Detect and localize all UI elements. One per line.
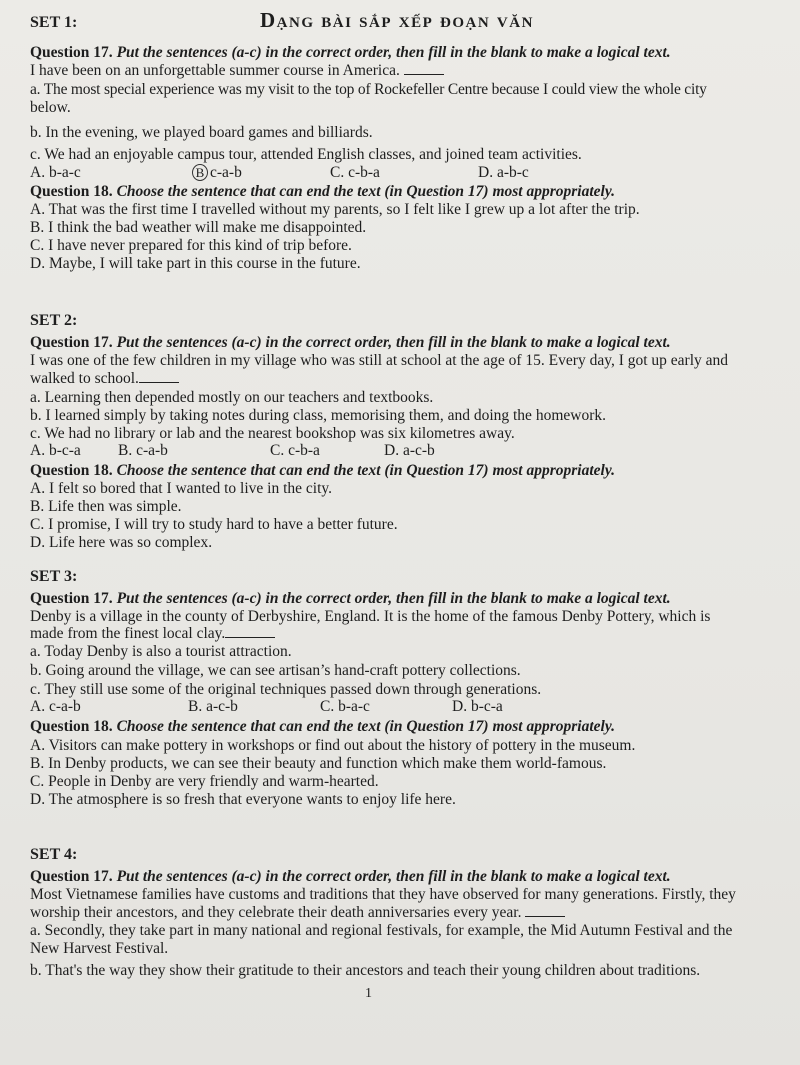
question-instruction: Put the sentences (a-c) in the correct order, then fill in the blank to make a logical text.: [116, 590, 671, 607]
question-number: Question 18.: [30, 462, 113, 479]
question-instruction: Choose the sentence that can end the text (in Question 17) most appropriately.: [116, 462, 616, 479]
set-4-label: SET 4:: [30, 846, 78, 863]
question-instruction: Put the sentences (a-c) in the correct order, then fill in the blank to make a logical text.: [116, 334, 671, 351]
set-2-question-18: [30, 462, 775, 479]
set-3-q18-option-d: D. The atmosphere is so fresh that everyone wants to enjoy life here.: [30, 791, 456, 808]
set-4-intro-line-1: Most Vietnamese families have customs and traditions that they have observed for many generations. Firstly, they: [30, 886, 736, 903]
set-3-option-d: D. b-c-a: [452, 698, 503, 715]
answer-blank: [139, 370, 179, 383]
question-number: Question 18.: [30, 183, 113, 200]
question-number: Question 17.: [30, 868, 113, 885]
set-1-sentence-b: b. In the evening, we played board games and billiards.: [30, 124, 373, 141]
set-1-sentence-a-line-2: below.: [30, 99, 71, 116]
question-number: Question 17.: [30, 334, 113, 351]
set-3-sentence-a: a. Today Denby is also a tourist attraction.: [30, 643, 292, 660]
question-instruction: Choose the sentence that can end the text (in Question 17) most appropriately.: [116, 183, 616, 200]
set-4-sentence-a-line-2: New Harvest Festival.: [30, 940, 169, 957]
question-instruction: Put the sentences (a-c) in the correct order, then fill in the blank to make a logical text.: [116, 44, 671, 61]
set-2-intro-line-2: [30, 370, 775, 387]
set-2-sentence-b: b. I learned simply by taking notes during class, memorising them, and doing the homework.: [30, 407, 606, 424]
set-2-q18-option-d: D. Life here was so complex.: [30, 534, 213, 551]
intro-text: made from the finest local clay.: [30, 625, 226, 642]
set-2-label: SET 2:: [30, 312, 78, 329]
set-1-q18-option-b: B. I think the bad weather will make me disappointed.: [30, 219, 367, 236]
answer-blank: [525, 904, 565, 917]
set-1-option-d: D. a-b-c: [478, 164, 529, 181]
set-2-sentence-c: c. We had no library or lab and the nearest bookshop was six kilometres away.: [30, 425, 515, 442]
set-2-sentence-a: a. Learning then depended mostly on our teachers and textbooks.: [30, 389, 434, 406]
set-3-intro-line-1: Denby is a village in the county of Derbyshire, England. It is the home of the famous Denby Pottery, which is: [30, 608, 711, 625]
set-2-option-c: C. c-b-a: [270, 442, 320, 459]
set-2-q18-option-a: A. I felt so bored that I wanted to live in the city.: [30, 480, 333, 497]
page-title: Dạng bài sắp xếp đoạn văn: [260, 8, 534, 32]
set-3-sentence-c: c. They still use some of the original techniques passed down through generations.: [30, 681, 542, 698]
set-1-sentence-c: c. We had an enjoyable campus tour, attended English classes, and joined team activities.: [30, 146, 582, 163]
set-1-q18-option-a: A. That was the first time I travelled without my parents, so I felt like I grew up a lot after the trip.: [30, 201, 640, 218]
set-3-sentence-b: b. Going around the village, we can see artisan’s hand-craft pottery collections.: [30, 662, 521, 679]
set-1-sentence-a-line-1: a. The most special experience was my visit to the top of Rockefeller Centre because I could view the whole city: [30, 81, 707, 98]
set-4-sentence-a-line-1: a. Secondly, they take part in many national and regional festivals, for example, the Mid Autumn Festival and the: [30, 922, 733, 939]
set-1-intro: [30, 62, 775, 79]
set-3-question-17: [30, 590, 775, 607]
question-number: Question 18.: [30, 718, 113, 735]
set-1-option-c: C. c-b-a: [330, 164, 380, 181]
answer-circle-mark: B: [192, 164, 208, 181]
question-instruction: Put the sentences (a-c) in the correct order, then fill in the blank to make a logical text.: [116, 868, 671, 885]
set-3-option-a: A. c-a-b: [30, 698, 81, 715]
page-number: 1: [365, 986, 372, 1001]
set-3-option-c: C. b-a-c: [320, 698, 370, 715]
set-2-option-d: D. a-c-b: [384, 442, 435, 459]
set-4-intro-line-2: [30, 904, 775, 921]
set-2-option-a: A. b-c-a: [30, 442, 81, 459]
question-number: Question 17.: [30, 44, 113, 61]
option-text: c-a-b: [210, 164, 242, 181]
set-2-q18-option-c: C. I promise, I will try to study hard to have a better future.: [30, 516, 398, 533]
set-1-q18-option-c: C. I have never prepared for this kind of trip before.: [30, 237, 352, 254]
set-1-option-b: [192, 164, 242, 182]
set-3-intro-line-2: [30, 625, 775, 642]
set-4-sentence-b: b. That's the way they show their gratitude to their ancestors and teach their young children about traditions.: [30, 962, 701, 979]
set-4-question-17: [30, 868, 775, 885]
set-3-label: SET 3:: [30, 568, 78, 585]
intro-text: walked to school.: [30, 370, 139, 387]
set-1-question-17: [30, 44, 775, 61]
answer-blank: [225, 625, 275, 638]
set-2-option-b: B. c-a-b: [118, 442, 168, 459]
answer-blank: [404, 62, 444, 75]
set-2-intro-line-1: I was one of the few children in my village who was still at school at the age of 15. Every day, I got up early and: [30, 352, 729, 369]
question-instruction: Choose the sentence that can end the text (in Question 17) most appropriately.: [116, 718, 616, 735]
set-1-label: SET 1:: [30, 14, 78, 31]
set-3-q18-option-c: C. People in Denby are very friendly and warm-hearted.: [30, 773, 379, 790]
set-1-q18-option-d: D. Maybe, I will take part in this course in the future.: [30, 255, 361, 272]
set-3-q18-option-b: B. In Denby products, we can see their beauty and function which make them world-famous.: [30, 755, 607, 772]
question-number: Question 17.: [30, 590, 113, 607]
set-1-question-18: [30, 183, 775, 200]
set-3-question-18: [30, 718, 775, 735]
set-1-option-a: A. b-a-c: [30, 164, 81, 181]
intro-text: I have been on an unforgettable summer course in America.: [30, 62, 400, 79]
set-2-question-17: [30, 334, 775, 351]
set-3-q18-option-a: A. Visitors can make pottery in workshops or find out about the history of pottery in the museum.: [30, 737, 636, 754]
intro-text: worship their ancestors, and they celebrate their death anniversaries every year.: [30, 904, 522, 921]
set-2-q18-option-b: B. Life then was simple.: [30, 498, 182, 515]
set-3-option-b: B. a-c-b: [188, 698, 238, 715]
